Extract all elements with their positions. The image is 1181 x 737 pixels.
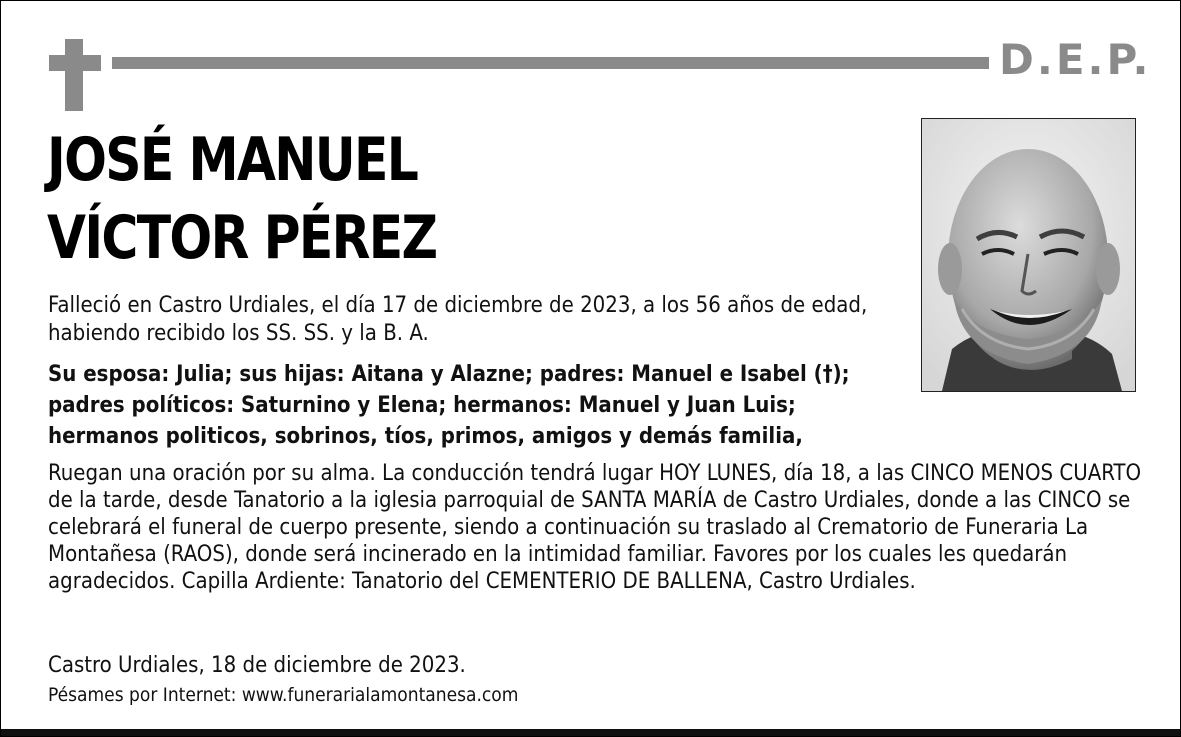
header-rule: [112, 57, 989, 69]
condolences-line: Pésames por Internet: www.funerarialamontanesa.com: [48, 684, 519, 706]
portrait-photo: [921, 118, 1136, 392]
death-paragraph: Falleció en Castro Urdiales, el día 17 de diciembre de 2023, a los 56 años de edad, habiendo recibido los SS. SS. y la B. A.: [48, 293, 868, 346]
bottom-rule: [1, 729, 1180, 736]
cross-icon: [49, 39, 101, 111]
deceased-name: [47, 121, 510, 277]
dep-label: D.E.P.: [999, 35, 1152, 84]
name-line-1: JOSÉ MANUEL: [47, 125, 418, 195]
name-line-2: VÍCTOR PÉREZ: [47, 203, 437, 273]
service-paragraph: Ruegan una oración por su alma. La conducción tendrá lugar HOY LUNES, día 18, a las CINCO MENOS CUARTO de la tarde, desde Tanatorio a la iglesia parroquial de SANTA MARÍA de Castro Urdiales, donde a las CINCO se celebrará el funeral de cuerpo presente, siendo a continuación su traslado al Crematorio de Funeraria La Montañesa (RAOS), donde será incinerado en la intimidad familiar. Favores por los cuales les quedarán agradecidos. Capilla Ardiente: Tanatorio del CEMENTERIO DE BALLENA, Castro Urdiales.: [48, 461, 1142, 594]
family-paragraph: Su esposa: Julia; sus hijas: Aitana y Alazne; padres: Manuel e Isabel (†); padres políticos: Saturnino y Elena; hermanos: Manuel y Juan Luis; hermanos politicos, sobrinos, tíos, primos, amigos y demás familia,: [48, 362, 850, 449]
place-date: Castro Urdiales, 18 de diciembre de 2023.: [48, 653, 466, 678]
